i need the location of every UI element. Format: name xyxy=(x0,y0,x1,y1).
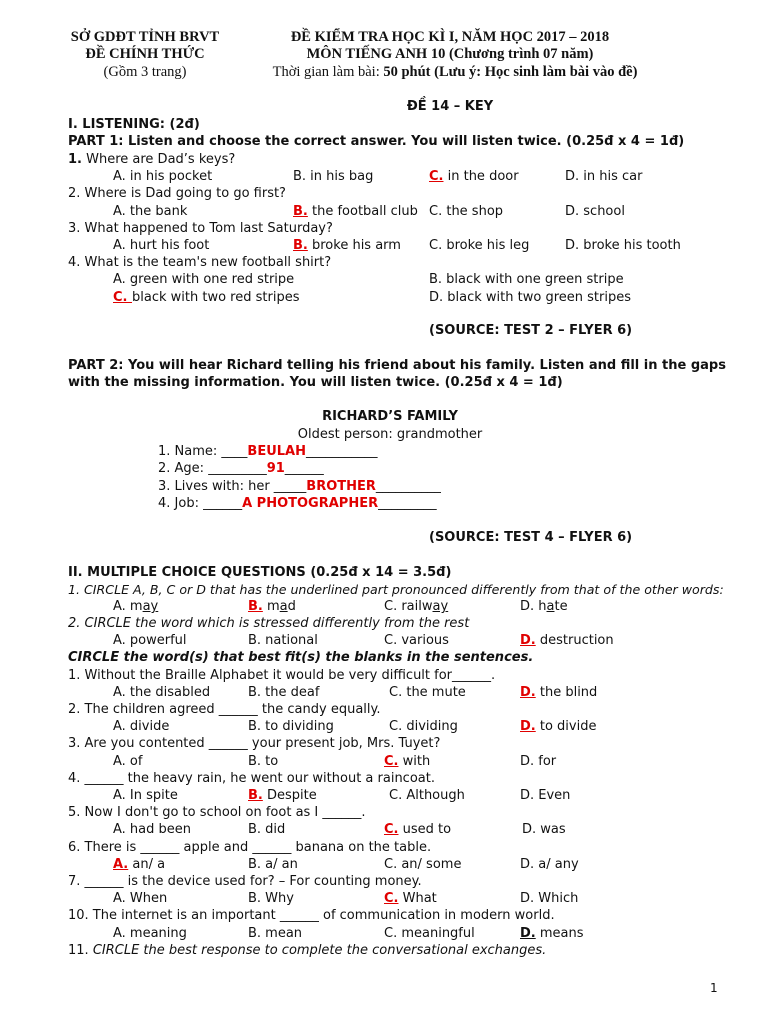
fill-1: 1. Name: ____BEULAH___________ xyxy=(158,444,378,459)
mcq-q5: 5. Now I don't go to school on foot as I ______. xyxy=(68,805,366,820)
mcq-q10-d: D. means xyxy=(520,926,584,941)
l-q4-b: B. black with one green stripe xyxy=(429,272,624,287)
mcq-q10-b: B. mean xyxy=(248,926,303,941)
mcq-q7-d: D. Which xyxy=(520,891,579,906)
mcq-q3-c: C. with xyxy=(384,754,431,769)
subject: MÔN TIẾNG ANH 10 (Chương trình 07 năm) xyxy=(306,46,594,62)
mcq-q2-b: B. to dividing xyxy=(248,719,334,734)
stress-b: B. national xyxy=(248,633,318,648)
stress-a: A. powerful xyxy=(113,633,187,648)
mcq-q1: 1. Without the Braille Alphabet it would be very difficult for______. xyxy=(68,668,496,683)
source-1: (SOURCE: TEST 2 – FLYER 6) xyxy=(429,323,633,338)
l-q1-d: D. in his car xyxy=(565,169,643,184)
official-label: ĐỀ CHÍNH THỨC xyxy=(85,46,205,62)
l-q4: 4. What is the team's new football shirt? xyxy=(68,255,332,270)
exam-code: ĐỀ 14 – KEY xyxy=(406,99,494,114)
l-q3: 3. What happened to Tom last Saturday? xyxy=(68,221,333,236)
exam-title: ĐỀ KIỂM TRA HỌC KÌ I, NĂM HỌC 2017 – 2018 xyxy=(290,29,610,45)
l-q3-c: C. broke his leg xyxy=(429,238,530,253)
part2-heading-2: with the missing information. You will listen twice. (0.25đ x 4 = 1đ) xyxy=(68,375,563,390)
mcq-q4-d: D. Even xyxy=(520,788,571,803)
pron-a: A. may xyxy=(113,599,159,614)
mcq-q6: 6. There is ______ apple and ______ banana on the table. xyxy=(68,840,432,855)
stress-c: C. various xyxy=(384,633,449,648)
mcq-q10-c: C. meaningful xyxy=(384,926,475,941)
pron-d: D. hate xyxy=(520,599,568,614)
l-q4-c: C. black with two red stripes xyxy=(113,290,300,305)
mcq-heading: II. MULTIPLE CHOICE QUESTIONS (0.25đ x 14 = 3.5đ) xyxy=(68,565,452,580)
mcq-q3-d: D. for xyxy=(520,754,557,769)
mcq-q11: 11. CIRCLE the best response to complete the conversational exchanges. xyxy=(68,943,547,958)
page-count: (Gồm 3 trang) xyxy=(103,64,187,80)
mcq-q5-d: D. was xyxy=(522,822,566,837)
dept-name: SỞ GDĐT TỈNH BRVT xyxy=(70,29,220,45)
mcq-q7-a: A. When xyxy=(113,891,168,906)
stress-d: D. destruction xyxy=(520,633,614,648)
pron-b: B. mad xyxy=(248,599,296,614)
family-title: RICHARD’S FAMILY xyxy=(322,409,458,424)
fill-4: 4. Job: ______A PHOTOGRAPHER_________ xyxy=(158,496,437,511)
mcq-q4-b: B. Despite xyxy=(248,788,317,803)
listening-heading: I. LISTENING: (2đ) xyxy=(68,117,200,132)
mcq-q4-a: A. In spite xyxy=(113,788,178,803)
mcq-q6-d: D. a/ any xyxy=(520,857,579,872)
part1-heading: PART 1: Listen and choose the correct answer. You will listen twice. (0.25đ x 4 = 1đ) xyxy=(68,134,685,149)
mcq-q7-c: C. What xyxy=(384,891,437,906)
mcq-q7-b: B. Why xyxy=(248,891,294,906)
stress-instruction: 2. CIRCLE the word which is stressed differently from the rest xyxy=(68,616,470,631)
l-q4-d: D. black with two green stripes xyxy=(429,290,631,305)
l-q3-a: A. hurt his foot xyxy=(113,238,210,253)
mcq-q3-a: A. of xyxy=(113,754,143,769)
mcq-q5-c: C. used to xyxy=(384,822,452,837)
mcq-q1-b: B. the deaf xyxy=(248,685,320,700)
fill-3: 3. Lives with: her _____BROTHER__________ xyxy=(158,479,441,494)
pron-instruction: 1. CIRCLE A, B, C or D that has the underlined part pronounced differently from that of the other words: xyxy=(68,582,724,597)
l-q2-c: C. the shop xyxy=(429,204,504,219)
part2-heading-1: PART 2: You will hear Richard telling his friend about his family. Listen and fill in the gaps xyxy=(68,358,726,373)
page-number: 1 xyxy=(710,981,718,995)
l-q2-d: D. school xyxy=(565,204,625,219)
mcq-q3: 3. Are you contented ______ your present job, Mrs. Tuyet? xyxy=(68,736,441,751)
mcq-q6-c: C. an/ some xyxy=(384,857,462,872)
mcq-q1-c: C. the mute xyxy=(389,685,466,700)
mcq-q2-c: C. dividing xyxy=(389,719,458,734)
blanks-instruction: CIRCLE the word(s) that best fit(s) the blanks in the sentences. xyxy=(68,650,534,665)
l-q1: 1. Where are Dad’s keys? xyxy=(68,152,236,167)
mcq-q2-d: D. to divide xyxy=(520,719,597,734)
time-info: Thời gian làm bài: 50 phút (Lưu ý: Học sinh làm bài vào đề) xyxy=(272,64,638,80)
mcq-q6-a: A. an/ a xyxy=(113,857,166,872)
mcq-q2: 2. The children agreed ______ the candy equally. xyxy=(68,702,381,717)
mcq-q1-a: A. the disabled xyxy=(113,685,211,700)
mcq-q4: 4. ______ the heavy rain, he went our without a raincoat. xyxy=(68,771,435,786)
fill-2: 2. Age: _________91______ xyxy=(158,461,324,476)
mcq-q3-b: B. to xyxy=(248,754,279,769)
mcq-q5-b: B. did xyxy=(248,822,286,837)
l-q1-b: B. in his bag xyxy=(293,169,374,184)
mcq-q1-d: D. the blind xyxy=(520,685,598,700)
pron-c: C. railway xyxy=(384,599,449,614)
l-q3-d: D. broke his tooth xyxy=(565,238,681,253)
l-q4-a: A. green with one red stripe xyxy=(113,272,295,287)
source-2: (SOURCE: TEST 4 – FLYER 6) xyxy=(429,530,633,545)
mcq-q10-a: A. meaning xyxy=(113,926,187,941)
l-q2: 2. Where is Dad going to go first? xyxy=(68,186,286,201)
mcq-q6-b: B. a/ an xyxy=(248,857,298,872)
l-q1-a: A. in his pocket xyxy=(113,169,213,184)
l-q2-a: A. the bank xyxy=(113,204,188,219)
mcq-q4-c: C. Although xyxy=(389,788,465,803)
mcq-q5-a: A. had been xyxy=(113,822,192,837)
mcq-q10: 10. The internet is an important ______ of communication in modern world. xyxy=(68,908,555,923)
l-q3-b: B. broke his arm xyxy=(293,238,401,253)
l-q1-c: C. in the door xyxy=(429,169,519,184)
l-q2-b: B. the football club xyxy=(293,204,418,219)
mcq-q2-a: A. divide xyxy=(113,719,170,734)
mcq-q7: 7. ______ is the device used for? – For counting money. xyxy=(68,874,422,889)
oldest-person: Oldest person: grandmother xyxy=(297,427,483,442)
